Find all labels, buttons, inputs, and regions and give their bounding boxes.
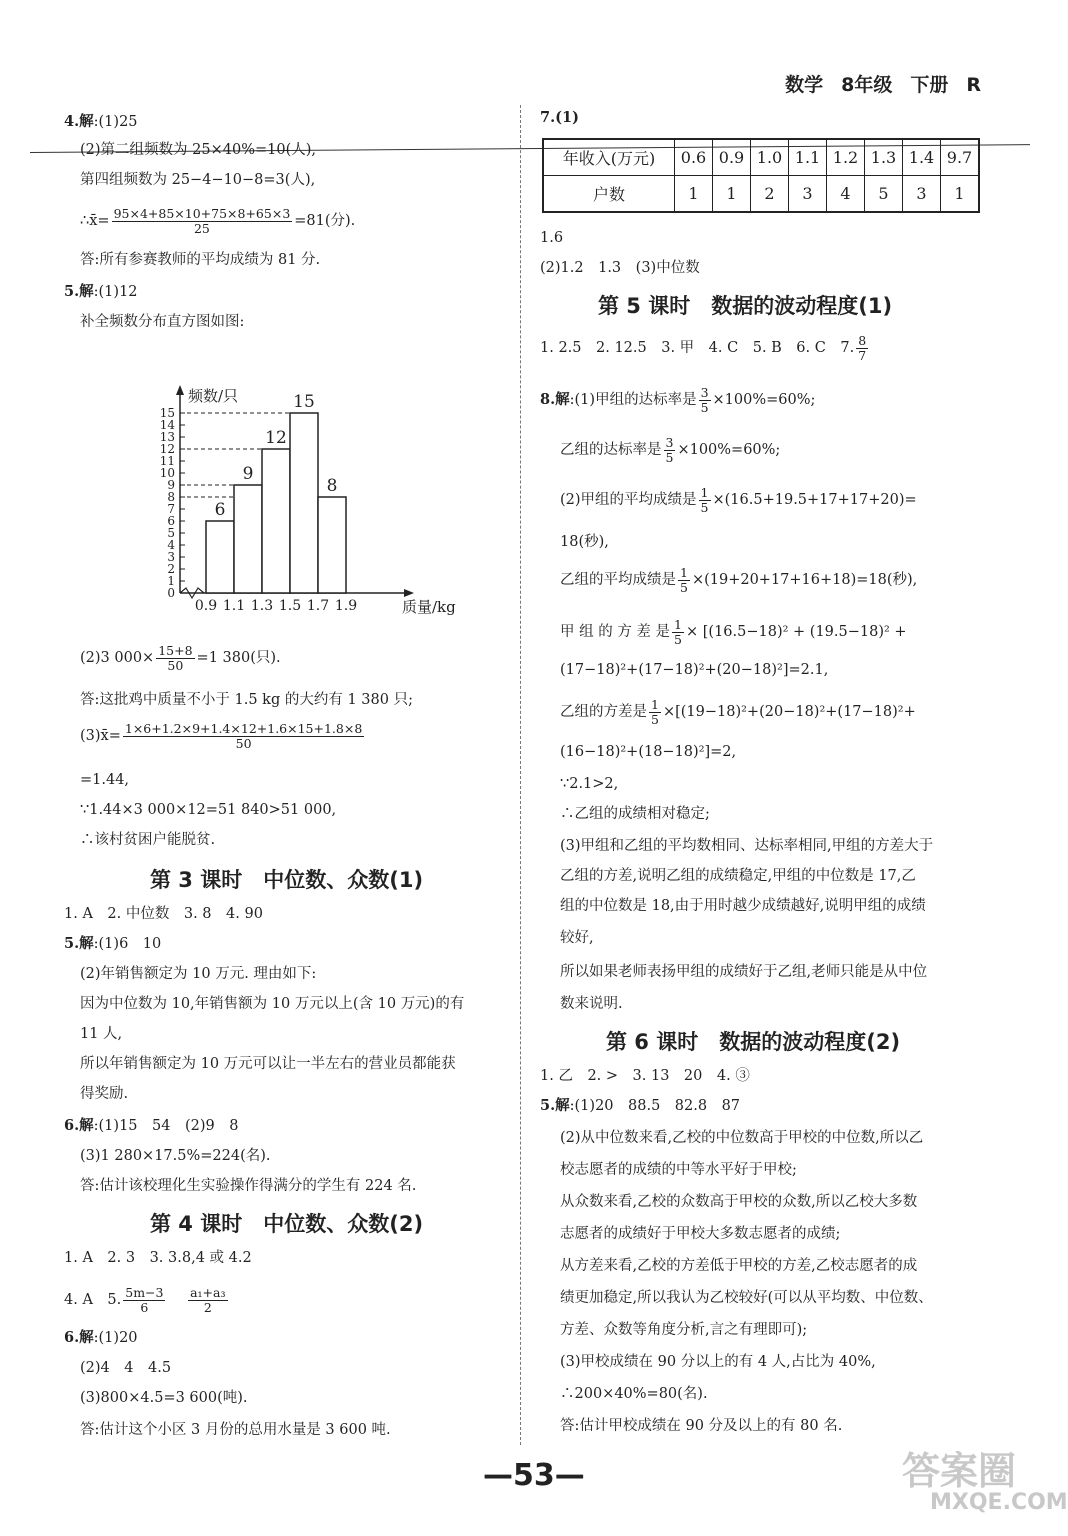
header-grade: 8年级	[841, 74, 893, 96]
section-5-title: 第 5 课时 数据的波动程度(1)	[598, 294, 893, 318]
table-row-head: 户数	[543, 176, 675, 213]
q4-part1: 4.解:(1)25	[64, 113, 138, 130]
q5-part4-cont: =1.44,	[80, 772, 130, 788]
x-tick-label: 1.1	[222, 598, 246, 614]
sec4-line2: 4. A 5. $\frac{5m-3}{6}$ $\frac{\text{a₁+a₃}}{2}$	[64, 1284, 226, 1315]
q4-answer: 答:所有参赛教师的平均成绩为 81 分.	[80, 252, 321, 268]
sec5-q8-q: 数来说明.	[560, 996, 623, 1012]
sec6-q5-b: (2)从中位数来看,乙校的中位数高于甲校的中位数,所以乙	[560, 1130, 924, 1146]
histogram-bar	[262, 449, 290, 593]
sec5-q8-d: 18(秒),	[560, 534, 609, 550]
sec3-q5-part1: 5.解:(1)6 10	[64, 935, 162, 952]
x-axis-arrow	[404, 589, 414, 597]
table-cell: 1	[675, 176, 713, 213]
x-tick-label: 1.9	[334, 598, 358, 614]
q5-conclusion: ∴该村贫困户能脱贫.	[80, 832, 216, 848]
y-tick-label: 2	[167, 562, 175, 576]
income-table	[542, 138, 980, 213]
y-axis-label: 频数/只	[188, 387, 239, 405]
sec6-q5-f: 从方差来看,乙校的方差低于甲校的方差,乙校志愿者的成	[560, 1258, 918, 1274]
sec5-q8-f: 甲 组 的 方 差 是 $\frac{1}{5}$ × [(16.5−18)² + (19.5−18)² +	[560, 616, 907, 647]
histogram-bar	[290, 413, 318, 593]
sec4-q6-answer: 答:估计这个小区 3 月份的总用水量是 3 600 吨.	[80, 1422, 391, 1438]
q5-answer1: 答:这批鸡中质量不小于 1.5 kg 的大约有 1 380 只;	[80, 692, 413, 708]
column-divider	[520, 105, 521, 1445]
y-tick-label: 11	[159, 454, 175, 468]
table-cell: 1.4	[903, 139, 941, 176]
q4-part2: (2)第二组频数为 25×40%=10(人),	[80, 142, 316, 158]
y-tick-label: 5	[167, 526, 175, 540]
sec5-q8-n: 组的中位数是 18,由于用时越少成绩越好,说明甲组的成绩	[560, 898, 926, 914]
table-cell: 2	[751, 176, 789, 213]
sec4-q6-part3: (3)800×4.5=3 600(吨).	[80, 1390, 248, 1406]
y-tick-label: 7	[167, 502, 175, 516]
sec5-q8-i: (16−18)²+(18−18)²]=2,	[560, 744, 737, 760]
sec4-q6-part1: 6.解:(1)20	[64, 1329, 138, 1346]
histogram-bar	[318, 497, 346, 593]
y-tick-label: 14	[159, 418, 175, 432]
sec5-q8-a: 8.解:(1)甲组的达标率是 $\frac{3}{5}$ ×100%=60%;	[540, 384, 816, 415]
sec5-q8-p: 所以如果老师表扬甲组的成绩好于乙组,老师只能是从中位	[560, 964, 928, 980]
sec3-q5-line5: 所以年销售额定为 10 万元可以让一半左右的营业员都能获	[80, 1056, 456, 1072]
section-3-title: 第 3 课时 中位数、众数(1)	[150, 868, 424, 892]
sec5-q8-e: 乙组的平均成绩是 $\frac{1}{5}$ ×(19+20+17+16+18)=18(秒),	[560, 564, 918, 595]
sec6-q5-part1: 5.解:(1)20 88.5 82.8 87	[540, 1097, 741, 1114]
x-tick-label: 1.7	[306, 598, 330, 614]
sec5-q8-j: ∵2.1>2,	[560, 776, 619, 792]
sec3-q5-line4: 11 人,	[80, 1026, 123, 1042]
table-cell: 5	[865, 176, 903, 213]
y-axis-arrow	[176, 385, 184, 395]
q7-label: 7.(1)	[540, 109, 579, 126]
table-cell: 1	[713, 176, 751, 213]
table-cell: 1.2	[827, 139, 865, 176]
sec6-choices: 1. 乙 2. > 3. 13 20 4. ③	[540, 1068, 750, 1084]
q4-part3: 第四组频数为 25−4−10−8=3(人),	[80, 172, 316, 188]
watermark-logo: 答案圈	[902, 1449, 1017, 1493]
header-edition: R	[966, 74, 981, 96]
sec6-q5-j: ∴200×40%=80(名).	[560, 1386, 708, 1402]
frequency-histogram	[150, 345, 456, 620]
sec5-q8-c: (2)甲组的平均成绩是 $\frac{1}{5}$ ×(16.5+19.5+17+17+20)=	[560, 484, 917, 515]
sec3-q6-part1: 6.解:(1)15 54 (2)9 8	[64, 1117, 239, 1134]
sec6-q5-d: 从众数来看,乙校的众数高于甲校的众数,所以乙校大多数	[560, 1194, 918, 1210]
sec3-q5-part2: (2)年销售额定为 10 万元. 理由如下:	[80, 966, 317, 982]
table-cell: 0.9	[713, 139, 751, 176]
sec3-q6-part3: (3)1 280×17.5%=224(名).	[80, 1148, 271, 1164]
x-tick-label: 0.9	[194, 598, 218, 614]
y-tick-label: 10	[159, 466, 175, 480]
sec6-q5-c: 校志愿者的成绩的中等水平好于甲校;	[560, 1162, 797, 1178]
y-tick-label: 15	[159, 406, 175, 420]
sec4-q6-part2: (2)4 4 4.5	[80, 1360, 172, 1376]
header-volume: 下册	[910, 74, 949, 96]
bar-value-label: 6	[214, 500, 226, 520]
sec5-q8-h: 乙组的方差是 $\frac{1}{5}$ ×[(19−18)²+(20−18)²+(17−18)²+	[560, 696, 916, 727]
y-tick-label: 0	[167, 586, 175, 600]
table-cell: 1	[941, 176, 980, 213]
table-cell: 1.3	[865, 139, 903, 176]
q5-part4: (3)x̄= $\frac{1\times 6+1.2\times 9+1.4\times 12+1.6\times 15+1.8\times 8}{50}$	[80, 720, 363, 751]
sec3-q5-line3: 因为中位数为 10,年销售额为 10 万元以上(含 10 万元)的有	[80, 996, 465, 1012]
watermark-url: MXQE.COM	[930, 1490, 1068, 1515]
sec3-choices: 1. A 2. 中位数 3. 8 4. 90	[64, 906, 263, 922]
page-header	[767, 70, 981, 97]
q7-line2: 1.6	[540, 230, 564, 246]
table-cell: 3	[789, 176, 827, 213]
y-tick-label: 9	[167, 478, 175, 492]
table-cell: 1.0	[751, 139, 789, 176]
q5-part3: (2)3 000× $\frac{15+8}{50}$ =1 380(只).	[80, 642, 281, 673]
sec5-q8-m: 乙组的方差,说明乙组的成绩稳定,甲组的中位数是 17,乙	[560, 868, 916, 884]
sec5-choices: 1. 2.5 2. 12.5 3. 甲 4. C 5. B 6. C 7. $\frac{8}{7}$	[540, 332, 867, 363]
bar-value-label: 9	[242, 464, 254, 484]
sec5-q8-g: (17−18)²+(17−18)²+(20−18)²]=2.1,	[560, 662, 829, 678]
sec3-q5-line6: 得奖励.	[80, 1086, 129, 1102]
table-row-head: 年收入(万元)	[543, 139, 675, 176]
table-cell: 4	[827, 176, 865, 213]
sec5-q8-b: 乙组的达标率是 $\frac{3}{5}$ ×100%=60%;	[560, 434, 781, 465]
sec6-q5-g: 绩更加稳定,所以我认为乙校较好(可以从平均数、中位数、	[560, 1290, 933, 1306]
page-number: —53—	[483, 1458, 585, 1493]
q7-line3: (2)1.2 1.3 (3)中位数	[540, 260, 700, 276]
y-tick-label: 4	[167, 538, 175, 552]
header-subject: 数学	[785, 74, 824, 96]
histogram-bar	[234, 485, 262, 593]
households-row	[543, 176, 979, 213]
sec5-q8-l: (3)甲组和乙组的平均数相同、达标率相同,甲组的方差大于	[560, 838, 934, 854]
y-tick-label: 1	[167, 574, 175, 588]
q5-because: ∵1.44×3 000×12=51 840>51 000,	[80, 802, 337, 818]
table-cell: 9.7	[941, 139, 980, 176]
q4-mean: ∴x̄= $\frac{95\times 4+85\times 10+75\times 8+65\times 3}{25}$ =81(分).	[80, 205, 356, 236]
x-tick-label: 1.5	[278, 598, 302, 614]
bar-value-label: 15	[293, 392, 315, 412]
y-tick-label: 12	[159, 442, 175, 456]
table-cell: 0.6	[675, 139, 713, 176]
sec3-q6-answer: 答:估计该校理化生实验操作得满分的学生有 224 名.	[80, 1178, 417, 1194]
x-tick-label: 1.3	[250, 598, 274, 614]
x-axis-label: 质量/kg	[402, 598, 456, 616]
sec6-q5-i: (3)甲校成绩在 90 分以上的有 4 人,占比为 40%,	[560, 1354, 876, 1370]
sec6-q5-e: 志愿者的成绩好于甲校大多数志愿者的成绩;	[560, 1226, 841, 1242]
bar-value-label: 12	[265, 428, 287, 448]
y-tick-label: 6	[167, 514, 175, 528]
sec4-choices: 1. A 2. 3 3. 3.8,4 或 4.2	[64, 1250, 252, 1266]
section-4-title: 第 4 课时 中位数、众数(2)	[150, 1212, 424, 1236]
income-row	[543, 139, 979, 176]
y-tick-label: 3	[167, 550, 175, 564]
sec5-q8-o: 较好,	[560, 930, 594, 946]
q5-part1: 5.解:(1)12	[64, 283, 138, 300]
bar-value-label: 8	[326, 476, 338, 496]
table-cell: 1.1	[789, 139, 827, 176]
section-6-title: 第 6 课时 数据的波动程度(2)	[606, 1030, 901, 1054]
y-tick-label: 8	[167, 490, 175, 504]
sec6-q5-k: 答:估计甲校成绩在 90 分及以上的有 80 名.	[560, 1418, 843, 1434]
sec6-q5-h: 方差、众数等角度分析,言之有理即可);	[560, 1322, 808, 1338]
histogram-bar	[206, 521, 234, 593]
q5-part2: 补全频数分布直方图如图:	[80, 314, 245, 330]
table-cell: 3	[903, 176, 941, 213]
sec5-q8-k: ∴乙组的成绩相对稳定;	[560, 806, 710, 822]
y-tick-label: 13	[159, 430, 175, 444]
